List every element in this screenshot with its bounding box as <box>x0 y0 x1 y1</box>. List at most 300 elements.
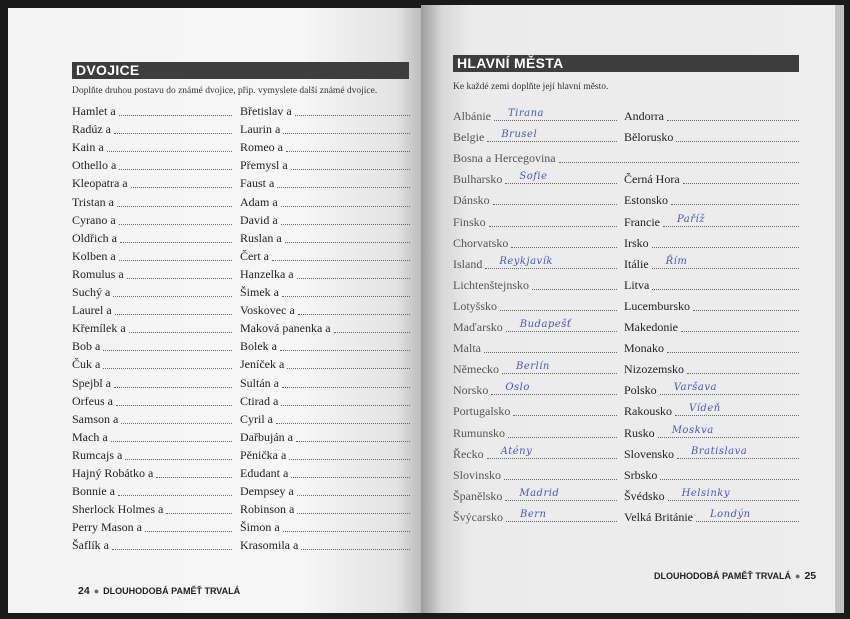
worksheet-row <box>72 321 232 336</box>
row-label: Kain a <box>72 140 104 155</box>
worksheet-row <box>453 341 617 356</box>
row-label: Kolben a <box>72 248 116 263</box>
handwritten-answer: Paříž <box>676 213 705 225</box>
answer-blank[interactable] <box>487 445 617 459</box>
worksheet-row <box>240 466 410 481</box>
worksheet-row <box>72 520 232 535</box>
row-label: Bulharsko <box>453 172 503 187</box>
worksheet-row <box>624 109 799 124</box>
handwritten-answer: Řím <box>665 255 688 267</box>
row-label: Romulus a <box>72 266 124 281</box>
row-label: Černá Hora <box>624 172 680 187</box>
answer-blank[interactable] <box>127 278 232 279</box>
answer-blank[interactable] <box>283 133 410 134</box>
handwritten-answer: Helsinky <box>681 487 730 499</box>
bullet-icon: ● <box>93 586 100 596</box>
instructions-dvojice: Doplňte druhou postavu do známé dvojice, příp. vymyslete další známé dvojice. <box>72 86 378 96</box>
worksheet-row <box>240 122 410 137</box>
row-label: Cyrano a <box>72 212 116 227</box>
worksheet-row <box>72 484 232 499</box>
answer-blank[interactable] <box>487 129 617 142</box>
page-edges <box>835 5 844 613</box>
row-label: Spejbl a <box>72 375 111 390</box>
worksheet-row <box>624 426 799 441</box>
worksheet-row <box>624 510 799 525</box>
row-label: Rakousko <box>624 404 672 419</box>
answer-blank[interactable] <box>107 151 232 152</box>
handwritten-answer: Moskva <box>671 424 714 436</box>
answer-blank[interactable] <box>696 508 799 522</box>
row-label: Břetislav a <box>240 104 292 118</box>
answer-blank[interactable] <box>119 169 232 170</box>
answer-blank[interactable] <box>671 204 799 205</box>
answer-blank[interactable] <box>296 441 410 442</box>
answer-blank[interactable] <box>118 495 232 496</box>
row-label: Island <box>453 256 483 271</box>
worksheet-row <box>240 195 410 210</box>
row-label: Voskovec a <box>240 303 295 318</box>
section-title-hlavni-mesta: HLAVNÍ MĚSTA <box>453 55 799 72</box>
row-label: Hamlet a <box>72 104 116 118</box>
answer-blank[interactable] <box>281 405 410 406</box>
page-number: 24 <box>78 585 90 597</box>
worksheet-row <box>453 362 617 377</box>
answer-blank[interactable] <box>491 382 617 395</box>
row-label: Andorra <box>624 109 664 123</box>
row-label: Robinson a <box>240 502 295 517</box>
row-label: Šimon a <box>240 520 280 535</box>
row-label: Maková panenka a <box>240 321 331 336</box>
row-label: Sultán a <box>240 375 279 390</box>
footer-right <box>654 570 816 582</box>
worksheet-row <box>240 430 410 445</box>
worksheet-row <box>240 249 410 264</box>
handwritten-answer: Atény <box>500 445 533 457</box>
answer-blank[interactable] <box>687 373 799 374</box>
row-label: Dařbuján a <box>240 429 293 444</box>
worksheet-row <box>240 176 410 191</box>
worksheet-row <box>72 448 232 463</box>
row-label: Dempsey a <box>240 484 294 499</box>
answer-blank[interactable] <box>675 403 799 416</box>
row-label: Bolek a <box>240 339 277 354</box>
answer-blank[interactable] <box>506 319 617 332</box>
answer-blank[interactable] <box>280 350 410 351</box>
handwritten-answer: Brusel <box>501 129 538 141</box>
answer-blank[interactable] <box>114 387 232 388</box>
handwritten-answer: Tirana <box>508 108 545 119</box>
row-label: Francie <box>624 214 660 229</box>
row-label: Kleopatra a <box>72 176 128 191</box>
worksheet-row <box>453 510 617 525</box>
answer-blank[interactable] <box>505 171 617 184</box>
worksheet-row <box>72 158 232 173</box>
answer-blank[interactable] <box>283 531 410 532</box>
row-label: Makedonie <box>624 320 678 334</box>
worksheet-row <box>72 538 232 553</box>
worksheet-row <box>72 140 232 155</box>
answer-blank[interactable] <box>504 479 617 480</box>
row-label: Rusko <box>624 425 655 440</box>
bullet-icon: ● <box>795 571 801 581</box>
worksheet-row <box>453 299 617 314</box>
answer-blank[interactable] <box>111 441 232 442</box>
worksheet-row <box>624 236 799 251</box>
worksheet-row <box>453 404 617 419</box>
row-label: Laurin a <box>240 122 281 137</box>
row-label: Estonsko <box>624 193 669 208</box>
answer-blank[interactable] <box>301 549 410 550</box>
answer-blank[interactable] <box>334 332 410 333</box>
row-label: Maďarsko <box>453 320 503 334</box>
worksheet-row <box>240 357 410 372</box>
answer-blank[interactable] <box>681 331 799 332</box>
worksheet-row <box>240 321 410 336</box>
row-label: Itálie <box>624 256 649 271</box>
row-label: Oldřich a <box>72 230 117 245</box>
handwritten-answer: Berlín <box>515 361 550 373</box>
worksheet-row <box>624 299 799 314</box>
answer-blank[interactable] <box>282 296 410 297</box>
row-label: Rumcajs a <box>72 447 123 462</box>
right-page <box>421 5 835 613</box>
row-label: Polsko <box>624 383 657 398</box>
row-label: Adam a <box>240 194 278 209</box>
answer-blank[interactable] <box>297 495 410 496</box>
worksheet-row <box>624 320 799 335</box>
worksheet-row <box>72 249 232 264</box>
handwritten-answer: Madrid <box>519 487 560 499</box>
handwritten-answer: Vídeň <box>689 403 721 415</box>
row-label: Ctirad a <box>240 393 279 408</box>
answer-blank[interactable] <box>119 260 232 261</box>
answer-blank[interactable] <box>103 368 232 369</box>
worksheet-row <box>624 278 799 293</box>
answer-blank[interactable] <box>511 247 617 248</box>
answer-blank[interactable] <box>658 424 799 438</box>
row-label: Slovinsko <box>453 467 502 482</box>
row-label: Samson a <box>72 411 119 426</box>
answer-blank[interactable] <box>287 368 410 369</box>
worksheet-row <box>453 109 617 124</box>
answer-blank[interactable] <box>113 296 232 297</box>
row-label: Srbsko <box>624 467 658 482</box>
row-label: Dánsko <box>453 193 490 208</box>
worksheet-row <box>453 447 617 462</box>
answer-blank[interactable] <box>285 242 410 243</box>
row-label: Hajný Robátko a <box>72 466 154 480</box>
answer-blank[interactable] <box>291 169 410 170</box>
worksheet-row <box>453 172 617 187</box>
answer-blank[interactable] <box>120 242 232 243</box>
handwritten-answer: Bratislava <box>691 445 748 457</box>
worksheet-row <box>72 195 232 210</box>
worksheet-row <box>72 376 232 391</box>
answer-blank[interactable] <box>298 314 410 315</box>
worksheet-row <box>240 538 410 553</box>
worksheet-row <box>624 362 799 377</box>
row-label: Lotyšsko <box>453 298 498 313</box>
worksheet-row <box>624 215 799 230</box>
answer-blank[interactable] <box>129 332 232 333</box>
answer-blank[interactable] <box>166 513 232 514</box>
answer-blank[interactable] <box>508 437 617 438</box>
row-label: Bosna a Hercegovina <box>453 151 556 166</box>
answer-blank[interactable] <box>119 224 232 225</box>
row-label: Chorvatsko <box>453 235 509 250</box>
row-label: Norsko <box>453 383 489 398</box>
row-label: Nizozemsko <box>624 362 684 377</box>
page-number: 25 <box>804 570 817 582</box>
answer-blank[interactable] <box>676 141 799 142</box>
row-label: Šaflík a <box>72 538 109 553</box>
answer-blank[interactable] <box>667 120 799 121</box>
row-label: Řecko <box>453 446 484 461</box>
worksheet-row <box>240 104 410 119</box>
footer-left <box>78 585 240 597</box>
answer-blank[interactable] <box>119 115 232 116</box>
answer-blank[interactable] <box>502 361 617 374</box>
worksheet-row <box>624 489 799 504</box>
answer-blank[interactable] <box>532 289 617 290</box>
section-title-dvojice: DVOJICE <box>72 62 409 79</box>
worksheet-row <box>72 502 232 517</box>
worksheet-row <box>453 489 617 504</box>
worksheet-row <box>240 448 410 463</box>
worksheet-row <box>240 303 410 318</box>
worksheet-row <box>72 122 232 137</box>
worksheet-row <box>72 176 232 191</box>
worksheet-row <box>624 130 799 145</box>
worksheet-row <box>240 376 410 391</box>
answer-blank[interactable] <box>282 387 410 388</box>
handwritten-answer: Londýn <box>709 508 751 520</box>
answer-blank[interactable] <box>297 278 410 279</box>
handwritten-answer: Bern <box>520 508 547 520</box>
worksheet-row <box>72 357 232 372</box>
row-label: Romeo a <box>240 140 283 155</box>
answer-blank[interactable] <box>291 477 410 478</box>
row-label: Šimek a <box>240 285 279 299</box>
worksheet-row <box>240 339 410 354</box>
row-label: Krasomila a <box>240 538 299 553</box>
worksheet-row <box>624 404 799 419</box>
row-label: Perry Mason a <box>72 520 142 535</box>
worksheet-row <box>453 236 617 251</box>
answer-blank[interactable] <box>115 314 232 315</box>
answer-blank[interactable] <box>103 350 232 351</box>
answer-blank[interactable] <box>114 133 232 134</box>
row-label: Německo <box>453 362 499 377</box>
row-label: David a <box>240 212 278 227</box>
worksheet-row <box>72 104 232 119</box>
worksheet-row <box>240 502 410 517</box>
left-page <box>8 8 421 613</box>
handwritten-answer: Oslo <box>505 382 530 394</box>
answer-blank[interactable] <box>489 226 617 227</box>
row-label: Malta <box>453 341 481 356</box>
worksheet-row <box>72 267 232 282</box>
row-label: Švédsko <box>624 488 665 503</box>
answer-blank[interactable] <box>652 247 799 248</box>
row-label: Ruslan a <box>240 230 282 245</box>
worksheet-row <box>240 213 410 228</box>
worksheet-row <box>240 231 410 246</box>
answer-blank[interactable] <box>121 423 232 424</box>
answer-blank[interactable] <box>484 352 617 353</box>
worksheet-row <box>453 278 617 293</box>
worksheet-row <box>453 383 617 398</box>
row-label: Othello a <box>72 158 117 173</box>
row-label: Cyril a <box>240 411 273 426</box>
worksheet-row <box>453 426 617 441</box>
instructions-hlavni-mesta: Ke každé zemi doplňte její hlavní město. <box>453 82 609 92</box>
answer-blank[interactable] <box>500 310 617 311</box>
answer-blank[interactable] <box>125 459 232 460</box>
worksheet-row <box>240 140 410 155</box>
answer-blank[interactable] <box>277 187 410 188</box>
row-label: Velká Británie <box>624 509 693 524</box>
answer-blank[interactable] <box>116 405 232 406</box>
row-label: Finsko <box>453 214 486 229</box>
worksheet-row <box>72 303 232 318</box>
row-label: Orfeus a <box>72 393 113 408</box>
answer-blank[interactable] <box>693 310 799 311</box>
row-label: Křemílek a <box>72 321 126 336</box>
answer-blank[interactable] <box>506 508 617 522</box>
worksheet-row <box>240 520 410 535</box>
row-label: Čert a <box>240 248 269 263</box>
row-label: Laurel a <box>72 303 112 318</box>
answer-blank[interactable] <box>145 531 232 532</box>
row-label: Bob a <box>72 339 101 354</box>
worksheet-row <box>624 383 799 398</box>
row-label: Švýcarsko <box>453 509 503 524</box>
answer-blank[interactable] <box>485 255 617 269</box>
handwritten-answer: Reykjavík <box>499 255 553 267</box>
handwritten-answer: Sofie <box>519 171 548 183</box>
worksheet-row <box>453 320 617 335</box>
worksheet-row <box>624 341 799 356</box>
answer-blank[interactable] <box>117 206 232 207</box>
row-label: Edudant a <box>240 466 289 480</box>
row-label: Slovensko <box>624 446 675 461</box>
row-label: Monako <box>624 341 664 356</box>
worksheet-row <box>72 466 232 481</box>
answer-blank[interactable] <box>660 479 799 480</box>
answer-blank[interactable] <box>276 423 410 424</box>
answer-blank[interactable] <box>156 477 232 478</box>
answer-blank[interactable] <box>295 115 410 116</box>
worksheet-row <box>72 394 232 409</box>
worksheet-row <box>453 130 617 145</box>
worksheet-row <box>72 231 232 246</box>
handwritten-answer: Budapešť <box>519 319 572 330</box>
row-label: Sherlock Holmes a <box>72 502 164 517</box>
row-label: Tristan a <box>72 194 114 209</box>
row-label: Radúz a <box>72 122 111 137</box>
answer-blank[interactable] <box>660 382 799 395</box>
handwritten-answer: Varšava <box>673 382 717 394</box>
answer-blank[interactable] <box>272 260 410 261</box>
answer-blank[interactable] <box>652 255 799 269</box>
worksheet-row <box>72 412 232 427</box>
row-label: Mach a <box>72 429 108 444</box>
answer-blank[interactable] <box>131 187 232 188</box>
row-label: Lichtenštejnsko <box>453 277 529 292</box>
answer-blank[interactable] <box>286 151 410 152</box>
worksheet-row <box>453 215 617 230</box>
answer-blank[interactable] <box>559 162 799 163</box>
row-label: Irsko <box>624 235 649 250</box>
worksheet-row <box>240 394 410 409</box>
worksheet-row <box>453 257 617 272</box>
answer-blank[interactable] <box>281 224 410 225</box>
answer-blank[interactable] <box>677 445 799 459</box>
worksheet-row <box>240 267 410 282</box>
answer-blank[interactable] <box>667 352 799 353</box>
worksheet-row <box>240 285 410 300</box>
worksheet-row <box>624 447 799 462</box>
row-label: Rumunsko <box>453 425 506 440</box>
row-label: Čuk a <box>72 357 101 372</box>
worksheet-row <box>72 339 232 354</box>
worksheet-row <box>453 193 617 208</box>
worksheet-row <box>624 257 799 272</box>
footer-title: DLOUHODOBÁ PAMĚŤ TRVALÁ <box>103 586 241 596</box>
answer-blank[interactable] <box>683 183 799 184</box>
row-label: Faust a <box>240 176 275 191</box>
answer-blank[interactable] <box>663 213 799 227</box>
row-label: Přemysl a <box>240 158 288 173</box>
answer-blank[interactable] <box>652 289 799 290</box>
answer-blank[interactable] <box>493 204 617 205</box>
footer-title: DLOUHODOBÁ PAMĚŤ TRVALÁ <box>654 571 791 581</box>
answer-blank[interactable] <box>494 108 617 121</box>
worksheet-row <box>624 193 799 208</box>
row-label: Belgie <box>453 130 485 145</box>
answer-blank[interactable] <box>668 487 799 501</box>
row-label: Bonnie a <box>72 484 115 499</box>
row-label: Bělorusko <box>624 130 674 145</box>
answer-blank[interactable] <box>281 206 410 207</box>
row-label: Španělsko <box>453 488 503 503</box>
row-label: Litva <box>624 277 650 292</box>
row-label: Portugalsko <box>453 404 511 419</box>
row-label: Albánie <box>453 109 491 123</box>
row-label: Lucembursko <box>624 298 690 313</box>
worksheet-row <box>624 172 799 187</box>
answer-blank[interactable] <box>112 549 232 550</box>
row-label: Pěnička a <box>240 447 287 462</box>
worksheet-row <box>624 468 799 483</box>
worksheet-row <box>240 484 410 499</box>
worksheet-row <box>453 468 617 483</box>
answer-blank[interactable] <box>297 513 410 514</box>
worksheet-row <box>72 285 232 300</box>
worksheet-row <box>72 430 232 445</box>
answer-blank[interactable] <box>513 415 617 416</box>
worksheet-row <box>72 213 232 228</box>
row-label: Jeníček a <box>240 357 285 372</box>
worksheet-row <box>240 158 410 173</box>
row-label: Suchý a <box>72 285 111 299</box>
worksheet-row <box>453 151 799 166</box>
answer-blank[interactable] <box>289 459 410 460</box>
answer-blank[interactable] <box>505 487 617 501</box>
row-label: Hanzelka a <box>240 266 294 281</box>
worksheet-row <box>240 412 410 427</box>
